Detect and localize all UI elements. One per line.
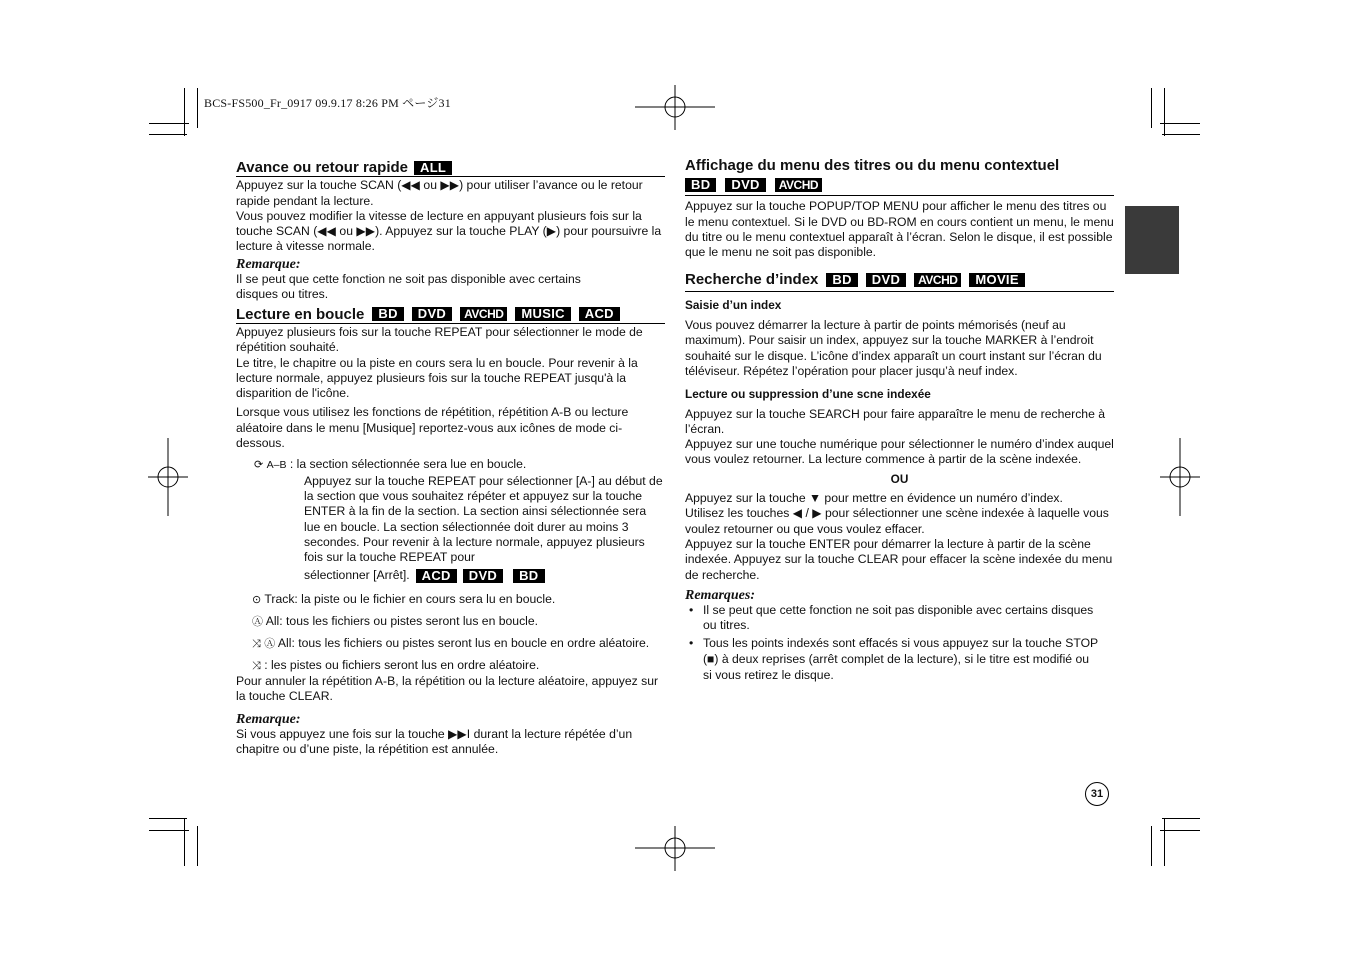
repeat-icon: ⟳ bbox=[254, 459, 264, 472]
paragraph: Appuyez sur la touche SCAN (◀◀ ou ▶▶) pour utiliser l’avance ou le retour rapide pendant la lecture. bbox=[236, 178, 643, 208]
bullet: • bbox=[689, 603, 694, 618]
disc-badge: MOVIE bbox=[969, 273, 1024, 287]
paragraph: Pour annuler la répétition A-B, la répétition ou la lecture aléatoire, appuyez sur la touche CLEAR. bbox=[236, 673, 659, 704]
badge-row bbox=[685, 178, 1114, 196]
paragraph: Vous pouvez modifier la vitesse de lecture en appuyant plusieurs fois sur la touche SCAN (◀◀ ou ▶▶). Appuyez sur la touche PLAY (▶) pour poursuivre la lecture à vitesse normale. bbox=[236, 208, 662, 254]
left-column bbox=[236, 160, 665, 757]
disc-badge: DVD bbox=[412, 307, 452, 321]
disc-badge: AVCHD bbox=[460, 307, 507, 321]
disc-badge: ALL bbox=[414, 161, 452, 175]
registration-mark-top bbox=[635, 85, 715, 130]
page-number bbox=[1085, 782, 1109, 806]
paragraph: Appuyez plusieurs fois sur la touche REPEAT pour sélectionner le mode de répétition souhaité. bbox=[236, 324, 643, 355]
bullet-text: Il se peut que cette fonction ne soit pas disponible avec certains disques ou titres. bbox=[703, 603, 1094, 633]
bullet: • bbox=[689, 635, 694, 650]
ab-last-line bbox=[236, 568, 665, 583]
remarks-title: Remarques: bbox=[685, 587, 755, 603]
heading-text: Recherche d’index bbox=[685, 271, 819, 289]
ab-label: A–B bbox=[266, 459, 287, 472]
repeat-all-icon: Ⓐ bbox=[264, 638, 276, 651]
paragraph: Appuyez sur une touche numérique pour sélectionner le numéro d’index auquel vous voulez retourner. La lecture commence à partir de la scène indexée. bbox=[685, 437, 1114, 467]
paragraph: Utilisez les touches ◀ / ▶ pour sélectionner une scène indexée à laquelle vous voulez retourner ou que vous voulez effacer. bbox=[685, 506, 1109, 536]
repeat-all-icon: Ⓐ bbox=[252, 616, 263, 629]
shuffle-text: : les pistes ou fichiers seront lus en ordre aléatoire. bbox=[260, 657, 540, 672]
disc-badge: BD bbox=[372, 307, 403, 321]
remark-title: Remarque: bbox=[236, 711, 301, 727]
list-item bbox=[685, 603, 1098, 634]
disc-badge: DVD bbox=[463, 569, 503, 583]
remark-text: Si vous appuyez une fois sur la touche ▶▶I durant la lecture répétée d’un chapitre ou d’une piste, la répétition est annulée. bbox=[236, 726, 633, 757]
disc-badge: DVD bbox=[725, 178, 765, 192]
list-item bbox=[685, 635, 1098, 684]
disc-badge: AVCHD bbox=[914, 273, 961, 287]
section-heading-fast-scan bbox=[236, 160, 665, 177]
all-text: All: tous les fichiers ou pistes seront lus en boucle. bbox=[265, 614, 539, 629]
paragraph: Appuyez sur la touche SEARCH pour faire apparaître le menu de recherche à l’écran. bbox=[685, 406, 1106, 436]
subheading: Lecture ou suppression d’une scne indexée bbox=[685, 387, 931, 402]
registration-mark-bottom bbox=[635, 826, 715, 871]
paragraph: Appuyez sur la touche ▼ pour mettre en évidence un numéro d’index. bbox=[685, 491, 1063, 506]
remark-title: Remarque: bbox=[236, 256, 301, 272]
disc-badge: ACD bbox=[579, 307, 620, 321]
shuffle-all-item bbox=[236, 636, 665, 652]
paragraph: Vous pouvez démarrer la lecture à partir de points mémorisés (neuf au maximum). Pour saisir un index, appuyez sur la touche MARKER à l’endroit souhaité sur le disque. L’icône d’index apparaît un court instant sur l’écran du téléviseur. Répétez l’opération pour placer jusqu’à neuf index. bbox=[685, 318, 1102, 378]
paragraph: Appuyez sur la touche ENTER pour démarrer la lecture à partir de la scène indexée. Appuyez sur la touche CLEAR pour effacer la scène indexée du menu de recherche. bbox=[685, 536, 1113, 582]
paragraph: Lorsque vous utilisez les fonctions de répétition, répétition A-B ou lecture aléatoire dans le menu [Musique] reportez-vous aux icônes de mode ci-dessous. bbox=[236, 405, 629, 451]
registration-mark-right bbox=[1160, 438, 1200, 516]
shuffle-icon: ⤨ bbox=[252, 659, 261, 672]
disc-badge: DVD bbox=[866, 273, 906, 287]
subheading: Saisie d’un index bbox=[685, 297, 782, 312]
track-text: Track: la piste ou le fichier en cours sera lu en boucle. bbox=[264, 591, 556, 606]
ab-repeat-item bbox=[236, 457, 665, 473]
section-heading-index-search bbox=[685, 272, 1114, 291]
remark-text: Il se peut que cette fonction ne soit pas disponible avec certains disques ou titres. bbox=[236, 272, 581, 302]
ab-detail: Appuyez sur la touche REPEAT pour sélectionner [A-] au début de la section que vous souhaitez répéter et appuyez sur la touche ENTER à la fin de la section. La section ainsi sélectionnée sera lue en boucle. La section sélectionnée doit durer au moins 3 secondes. Pour revenir à la lecture normale, appuyez plusieurs fois sur la touche REPEAT pour bbox=[304, 473, 663, 565]
chapter-tab bbox=[1125, 206, 1179, 274]
disc-badge: ACD bbox=[416, 569, 457, 583]
track-repeat-item bbox=[236, 592, 665, 608]
repeat-track-icon: ⊙ bbox=[252, 593, 262, 606]
bullet-text: Tous les points indexés sont effacés si vous appuyez sur la touche STOP (■) à deux reprises (arrêt complet de la lecture), si le titre est modifié ou si vous retirez le disque. bbox=[703, 635, 1098, 683]
paragraph: Le titre, le chapitre ou la piste en cours sera lu en boucle. Pour revenir à la lecture normale, appuyez plusieurs fois sur la touche REPEAT jusqu'à la disparition de l'icône. bbox=[236, 355, 638, 401]
shuffle-all-text: All: tous les fichiers ou pistes seront lus en boucle en ordre aléatoire. bbox=[277, 636, 650, 651]
section-heading-repeat bbox=[236, 307, 665, 324]
shuffle-item bbox=[236, 658, 665, 674]
disc-badge: MUSIC bbox=[515, 307, 570, 321]
disc-badge: BD bbox=[826, 273, 857, 287]
shuffle-icon: ⤨ bbox=[252, 638, 261, 651]
paragraph: Appuyez sur la touche POPUP/TOP MENU pour afficher le menu des titres ou le menu contextuel. Si le DVD ou BD-ROM en cours contient un menu, le menu du titre ou le menu contextuel apparaît à l’écran. Selon le disque, il est possible que le menu ne soit pas disponible. bbox=[685, 199, 1114, 260]
section-heading-title-menu bbox=[685, 158, 1114, 173]
all-repeat-item bbox=[236, 614, 665, 630]
print-info: BCS-FS500_Fr_0917 09.9.17 8:26 PM ページ31 bbox=[204, 96, 451, 110]
heading-text: Lecture en boucle bbox=[236, 305, 365, 323]
heading-text: Affichage du menu des titres ou du menu contextuel bbox=[685, 157, 1060, 174]
disc-badge: BD bbox=[685, 178, 716, 192]
page-number-text: 31 bbox=[1090, 788, 1104, 800]
ab-line: : la section sélectionnée sera lue en boucle. bbox=[286, 457, 527, 472]
right-column bbox=[685, 158, 1114, 683]
registration-mark-left bbox=[148, 438, 188, 516]
heading-text: Avance ou retour rapide bbox=[236, 159, 408, 176]
or-separator: OU bbox=[890, 471, 909, 486]
disc-badge: BD bbox=[513, 569, 544, 583]
disc-badge: AVCHD bbox=[775, 178, 822, 192]
ab-last: sélectionner [Arrêt]. bbox=[304, 568, 410, 583]
